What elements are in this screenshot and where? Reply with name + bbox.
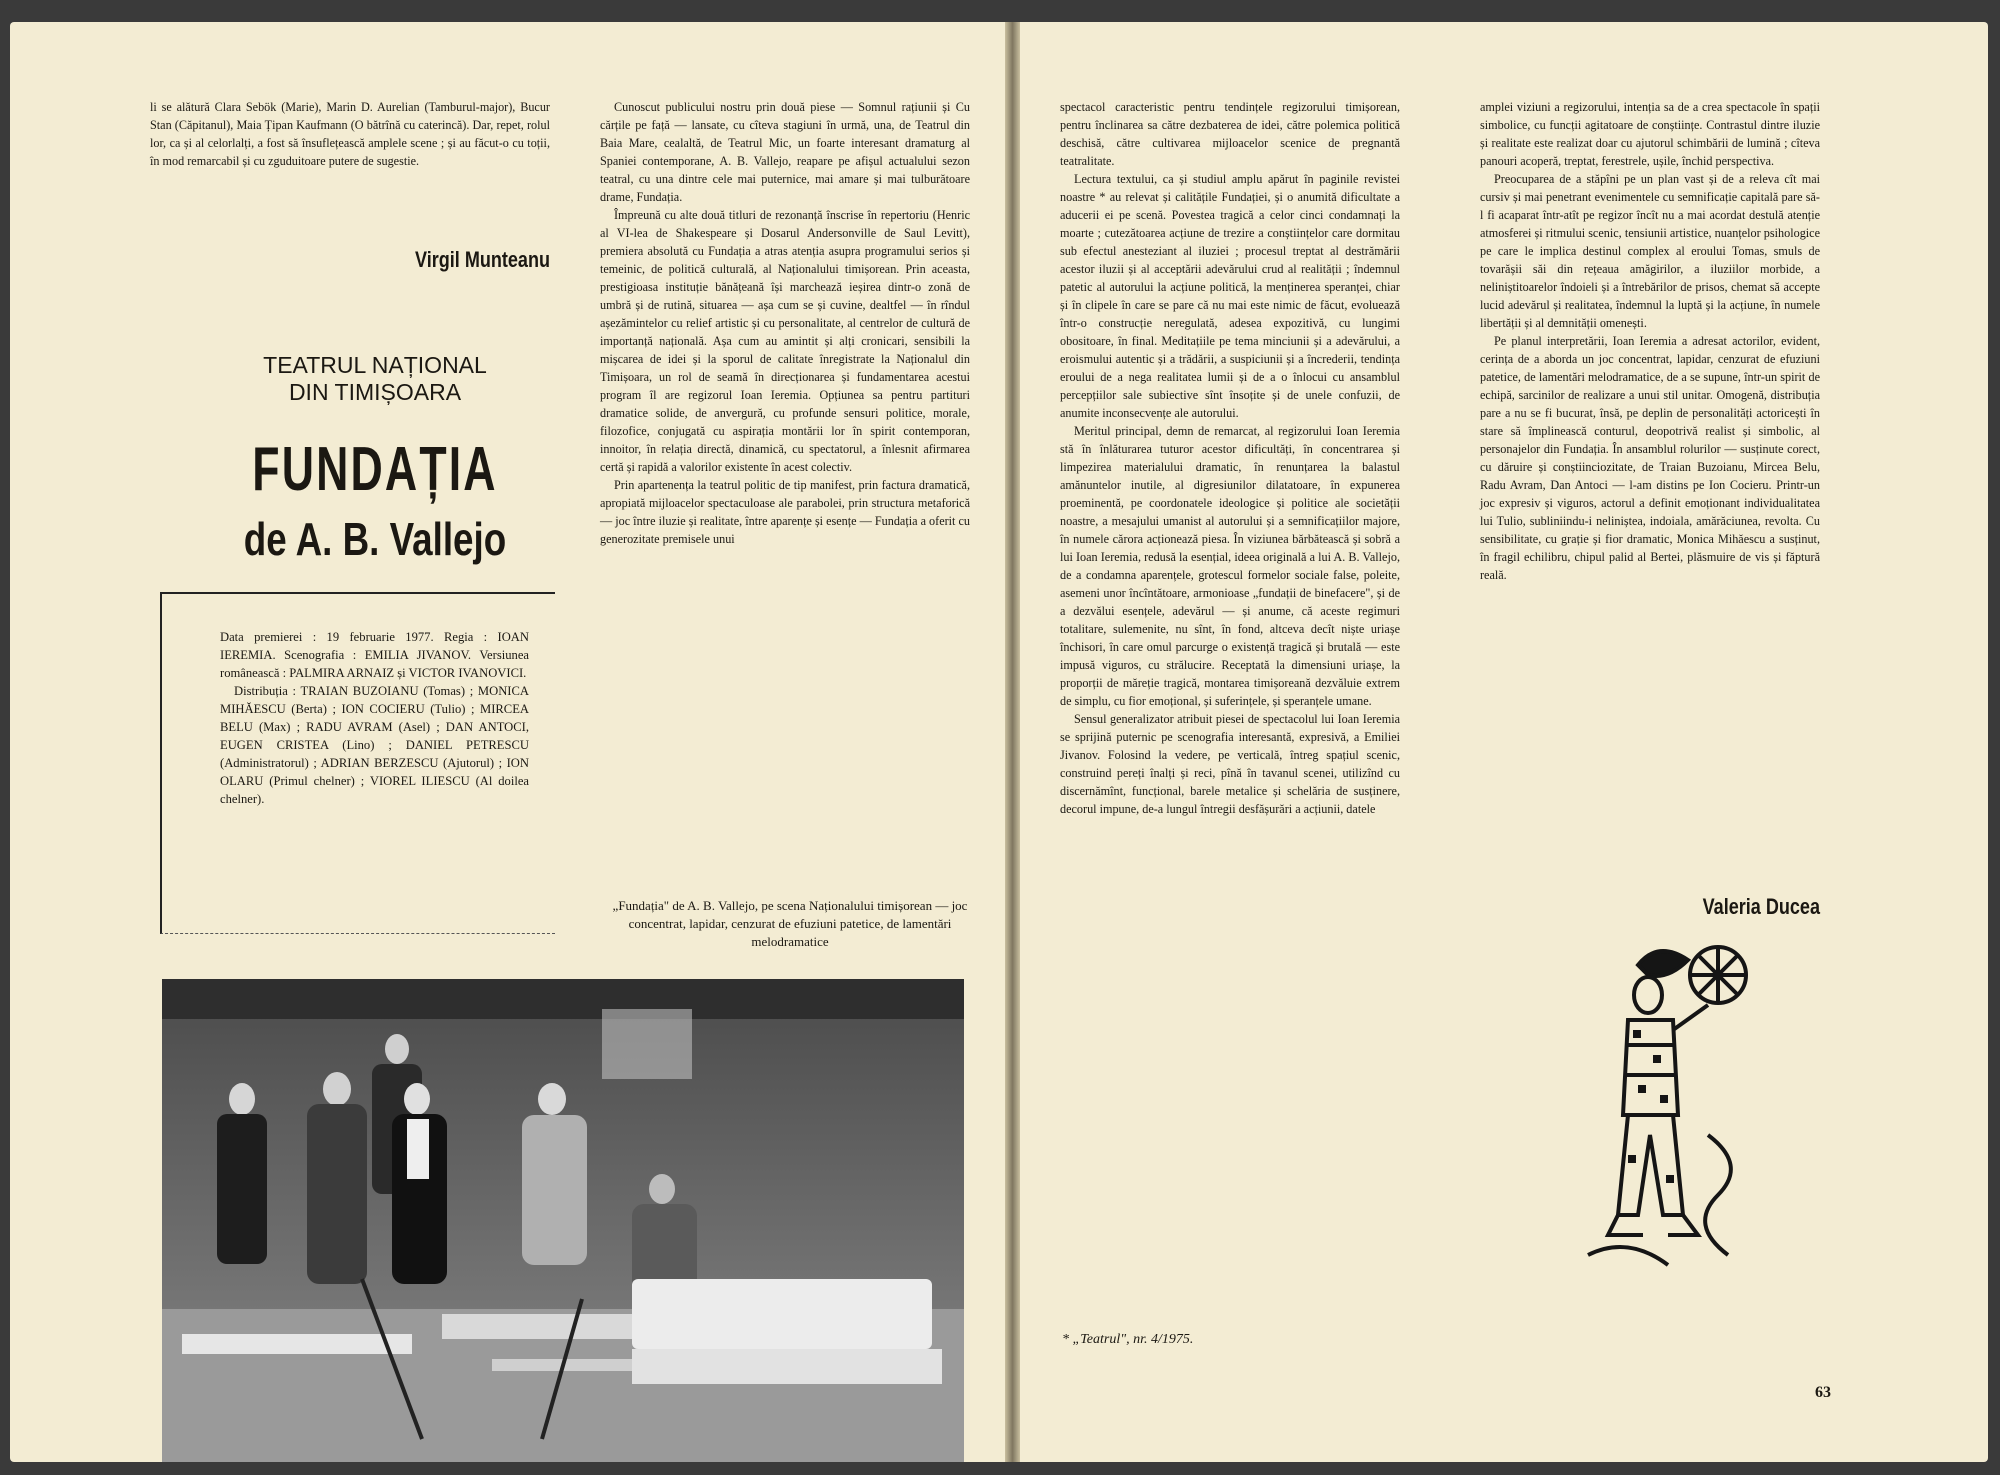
right-page xyxy=(1020,22,1988,1462)
theatre-heading xyxy=(210,352,540,406)
heading-line-1: TEATRUL NAȚIONAL xyxy=(263,352,487,378)
jester-woodcut-illustration xyxy=(1568,935,1784,1285)
left-col1-intro xyxy=(150,98,550,170)
left-col2-paragraph-2: Împreună cu alte două titluri de rezonanță înscrise în repertoriu (Henric al VI-lea de Shakespeare și Dosarul Andersonville de Saul Levitt), premiera absolută cu Fundația a atras atenția asupra programului serios și temeinic, de politică culturală, al Naționalului timișorean. Prin aceasta, prestigioasa instituție bănățeană își marchează ieșirea dintr-o zonă de umbră și de rutină, situarea — așa cum se și cuvine, dealtfel — în rîndul așezămintelor cu relief artistic și cu personalitate, al centrelor de cultură de importanță națională. Așa cum au amintit și alți cronicari, sensibili la mișcarea de idei și la sporul de calitate înregistrate la Naționalul din Timișoara, un rol de seamă în direcționarea și fundamentarea acestui program îl are regizorul Ioan Ieremia. Opțiunea sa pentru partituri dramatice solide, de anvergură, cu profunde sensuri politice, morale, filozofice, conjugată cu aspirația montării lor în spirit contemporan, innoitor, în relația directă, dinamică, cu spectatorul, a înlesnit afirmarea certă și rapidă a valorilor existente în acest colectiv. xyxy=(600,208,970,474)
page-number: 63 xyxy=(1815,1384,1831,1401)
credits-premiere: Data premierei : 19 februarie 1977. Regia : IOAN IEREMIA. Scenografia : EMILIA JIVANOV. Versiunea românească : PALMIRA ARNAIZ și VICTOR IVANOVICI. xyxy=(220,630,529,680)
heading-line-2: DIN TIMIȘOARA xyxy=(288,379,462,405)
right-col1-paragraph-3: Meritul principal, demn de remarcat, al regizorului Ioan Ieremia stă în înlăturarea tuturor acestor dificultăți, în concentrarea și limpezirea materialului dramatic, în renunțarea la balastul amănuntelor inutile, al digresiunilor dilatatoare, în expunerea proeminentă, pe coordonatele ideologice și politice ale societății noastre, a mesajului umanist al autorului și a semnificațiilor majore, în numele cărora acționează piesa. În viziunea bărbătească și sobră a lui Ioan Ieremia, redusă la esențial, ideea originală a lui A. B. Vallejo, de a condamna aparențele, grotescul formelor sociale false, poleite, asemeni unor încîntătoare, armonioase „fundații de binefacere", și de a dezvălui esențele, adevărul — și anume, că aceste regimuri totalitare, sulemenite, nu sînt, în fond, altceva decît niște uriașe închisori, în care omul parcurge o existență tragică și brutală — este impusă viguros, cu strălucire. Receptată la dimensiuni uriașe, la proporții de măreție tragică, montarea timișoreană dezvăluie extrem de simplu, cu fior emoțional, și suferințele, și speranțele umane. xyxy=(1060,424,1400,708)
play-author: de A. B. Vallejo xyxy=(243,513,507,565)
left-col2-paragraph-3: Prin apartenența la teatrul politic de tip manifest, prin factura dramatică, apropiată mijloacelor spectaculoase ale parabolei, prin structura metaforică — joc între iluzie și realitate, între aparențe și esențe — Fundația a oferit cu generozitate premisele unui xyxy=(600,478,970,546)
right-col1-paragraph-4: Sensul generalizator atribuit piesei de spectacolul lui Ioan Ieremia se sprijină puternic pe scenografia interesantă, expresivă, a Emiliei Jivanov. Folosind la vedere, pe verticală, întreg spațiul scenic, construind pereți înalți și reci, pînă în tavanul scenei, utilizînd cu discernămînt, funcțional, barele metalice și schelăria de susținere, decorul impune, de-a lungul întregii desfășurări a acțiunii, datele xyxy=(1060,712,1400,816)
stage-photo xyxy=(162,979,964,1462)
signature-virgil-munteanu: Virgil Munteanu xyxy=(415,247,550,272)
right-col1-paragraph-2: Lectura textului, ca și studiul amplu apărut în paginile revistei noastre * au relevat și calitățile Fundației, și o anumită dificultate a aducerii ei pe scenă. Povestea tragică a celor cinci condamnați la moarte ; cutezătoarea acțiune de trezire a conștiințelor care dormitau sub efectul anesteziant al iluziei ; procesul treptat al destrămării acestor iluzii și al acceptării adevărului crud al realității ; îndemnul patetic al autorului la acțiune politică, la menținerea speranței, chiar și în clipele în care se pare că nu mai este nimic de făcut, evoluează într-o construcție neregulată, adesea expozitivă, cu lungimi obositoare, în final. Meditațiile pe tema minciunii și a adevărului, a eroismului autentic și a trădării, a suspiciunii și a încrederii, tendința eroului de a nega realitatea lumii și de a o înlocui cu ansamblul percepțiilor sale subiective sînt însoțite și de unele confuzii, de anumite inconsecvențe ale autorului. xyxy=(1060,172,1400,420)
credits-box xyxy=(160,592,555,934)
stage-photo-image xyxy=(162,979,964,1462)
right-col1-paragraph-1: spectacol caracteristic pentru tendințele regizorului timișorean, pentru înclinarea sa către dezbaterea de idei, către polemica politică deschisă, către cultivarea mijloacelor scenice de pregnantă teatralitate. xyxy=(1060,100,1400,168)
footnote: * „Teatrul", nr. 4/1975. xyxy=(1062,1332,1194,1347)
signature-valeria-ducea: Valeria Ducea xyxy=(1702,894,1820,919)
intro-paragraph: li se alătură Clara Sebök (Marie), Marin D. Aurelian (Tamburul-major), Bucur Stan (Căpitanul), Maia Țipan Kaufmann (O bătrînă cu caterincă). Dar, repet, rolul lor, ca și al celorlalți, a fost să însuflețească amplele scene ; și au făcut-o cu toții, în mod remarcabil și cu zguduitoare putere de sugestie. xyxy=(150,100,550,168)
left-col2 xyxy=(600,98,970,548)
credits-cast: Distribuția : TRAIAN BUZOIANU (Tomas) ; MONICA MIHĂESCU (Berta) ; ION COCIERU (Tulio) ; MIRCEA BELU (Max) ; RADU AVRAM (Asel) ; DAN ANTOCI, EUGEN CRISTEA (Lino) ; DANIEL PETRESCU (Administratorul) ; ADRIAN BERZESCU (Ajutorul) ; ION OLARU (Primul chelner) ; VIOREL ILIESCU (Al doilea chelner). xyxy=(220,684,529,806)
right-col1 xyxy=(1060,98,1400,818)
right-col2-paragraph-2: Preocuparea de a stăpîni pe un plan vast și de a releva cît mai cursiv și mai penetrant evenimentele cu semnificație capitală pare să-l fi acaparat într-atît pe regizor încît nu a mai acordat destulă atenție atmosferei și ritmului scenic, tensiunii artistice, nuanțelor psihologice pe care le implica destinul complex al eroului Tomas, smuls de tovarășii săi din rețeaua amăgirilor, a iluziilor morbide, a neliniștitoarelor îndoieli și a întrebărilor de prisos, chemat să accepte lucid adevărul și realitatea, îndemnul la luptă și la acțiune, în numele libertății și al demnității omenești. xyxy=(1480,172,1820,330)
play-title: FUNDAȚIA xyxy=(252,435,498,504)
right-col2 xyxy=(1480,98,1820,584)
book-gutter xyxy=(1005,22,1020,1462)
left-page xyxy=(10,22,1005,1462)
right-col2-paragraph-3: Pe planul interpretării, Ioan Ieremia a adresat actorilor, evident, cerința de a aborda un joc concentrat, lapidar, cenzurat de efuziuni patetice, de lamentări melodramatice, de a se supune, într-un spirit de echipă, sarcinilor de realizare a unui stil unitar. Omogenă, distribuția pare a nu se fi bucurat, însă, pe deplin de personalități actoricești în stare să împlinească conturul, deopotrivă realist și simbolic, al personajelor din Fundația. În ansamblul rolurilor — susținute corect, cu dăruire și conștiinciozitate, de Traian Buzoianu, Mircea Belu, Radu Avram, Dan Antoci — l-am distins pe Ion Cocieru. Printr-un joc expresiv și viguros, actorul a definit emoționant individualitatea lui Tulio, subliniindu-i neliniștea, indoiala, amărăciunea, revolta. Cu sensibilitate, cu grație și fior dramatic, Monica Mihăescu a susținut, în fragil echilibru, chipul palid al Bertei, plăsmuire de vis și făptură reală. xyxy=(1480,334,1820,582)
photo-caption: „Fundația" de A. B. Vallejo, pe scena Naționalului timișorean — joc concentrat, lapidar, cenzurat de efuziuni patetice, de lamentări melodramatice xyxy=(612,898,968,949)
right-col2-paragraph-1: amplei viziuni a regizorului, intenția sa de a crea spectacole în spații simbolice, cu funcții agitatoare de conștiințe. Contrastul dintre iluzie și realitate este realizat doar cu ajutorul schimbării de lumină ; cîteva panouri acoperă, treptat, ferestrele, ușile, închid perspectiva. xyxy=(1480,100,1820,168)
left-col2-paragraph-1: Cunoscut publicului nostru prin două piese — Somnul rațiunii și Cu cărțile pe față — lansate, cu cîteva stagiuni în urmă, una, de Teatrul din Baia Mare, cealaltă, de Teatrul Mic, un foarte interesant dramaturg al Spaniei contemporane, A. B. Vallejo, reapare pe afișul actualului sezon teatral, cu una dintre cele mai puternice, mai amare și mai tulburătoare drame, Fundația. xyxy=(600,100,970,204)
